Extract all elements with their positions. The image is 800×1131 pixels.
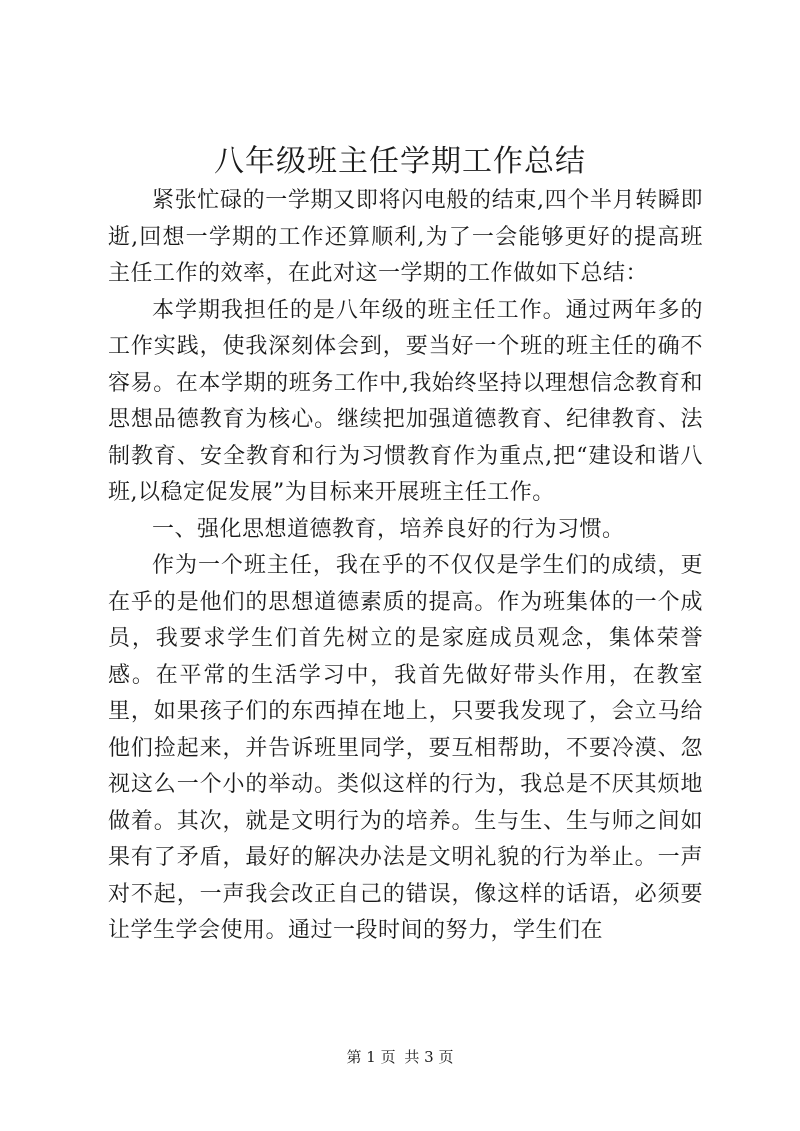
paragraph-overview: 本学期我担任的是八年级的班主任工作。通过两年多的工作实践，使我深刻体会到，要当好一个班的班主任的确不容易。在本学期的班务工作中,我始终坚持以理想信念教育和思想品德教育为核心。继续把加强道德教育、纪律教育、法制教育、安全教育和行为习惯教育作为重点,把“建设和谐八班,以稳定促发展”为目标来开展班主任工作。 bbox=[108, 297, 703, 505]
document-body bbox=[108, 183, 703, 950]
page-footer bbox=[0, 1047, 800, 1067]
page-title: 八年级班主任学期工作总结 bbox=[214, 144, 586, 179]
section-heading-1: 一、强化思想道德教育，培养良好的行为习惯。 bbox=[152, 516, 625, 542]
paragraph-section-1: 作为一个班主任，我在乎的不仅仅是学生们的成绩，更在乎的是他们的思想道德素质的提高。作为班集体的一个成员，我要求学生们首先树立的是家庭成员观念，集体荣誉感。在平常的生活学习中，我首先做好带头作用，在教室里，如果孩子们的东西掉在地上，只要我发现了，会立马给他们捡起来，并告诉班里同学，要互相帮助，不要冷漠、忽视这么一个小的举动。类似这样的行为，我总是不厌其烦地做着。其次，就是文明行为的培养。生与生、生与师之间如果有了矛盾，最好的解决办法是文明礼貌的行为举止。一声对不起，一声我会改正自己的错误，像这样的话语，必须要让学生学会使用。通过一段时间的努力，学生们在 bbox=[108, 553, 703, 943]
page-number: 第 1 页 bbox=[346, 1048, 396, 1066]
page-total: 共 3 页 bbox=[404, 1048, 454, 1066]
paragraph-intro: 紧张忙碌的一学期又即将闪电般的结束,四个半月转瞬即逝,回想一学期的工作还算顺利,为了一会能够更好的提高班主任工作的效率，在此对这一学期的工作做如下总结： bbox=[108, 188, 703, 286]
